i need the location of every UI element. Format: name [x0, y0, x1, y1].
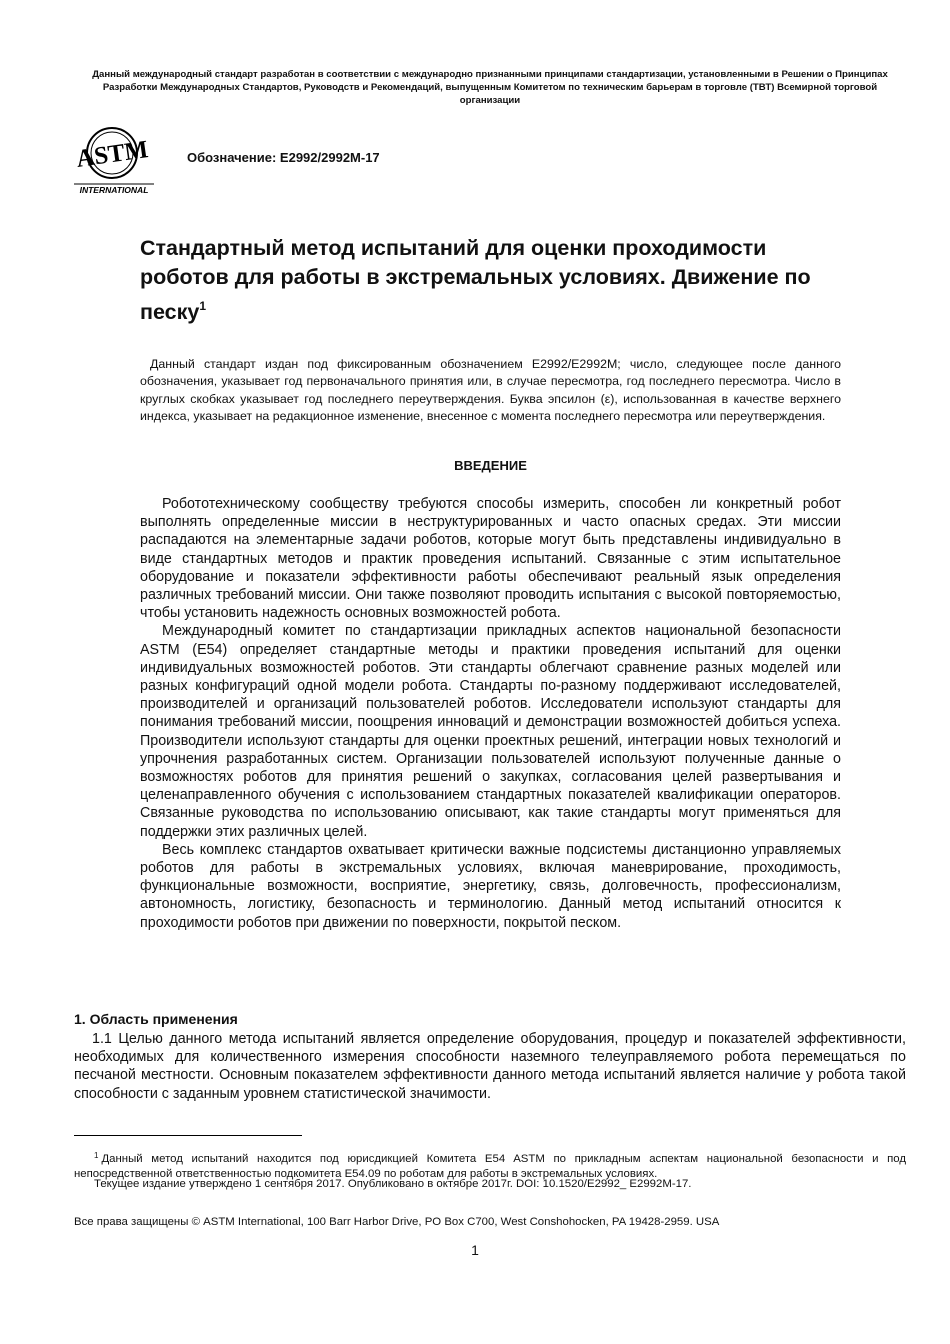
designation: Обозначение: E2992/2992M-17 — [187, 150, 380, 165]
astm-logo — [72, 126, 156, 196]
svg-text:ASTM: ASTM — [74, 136, 150, 173]
title-text: Стандартный метод испытаний для оценки проходимости роботов для работы в экстремальных условиях. Движение по песку — [140, 236, 811, 324]
footnote-marker: 1 — [94, 1151, 99, 1160]
copyright-line: Все права защищены © ASTM International, 100 Barr Harbor Drive, PO Box C700, West Conshohocken, PA 19428-2959. USA — [74, 1216, 720, 1228]
footnote-divider — [74, 1135, 302, 1136]
footnote-text: Данный метод испытаний находится под юрисдикцией Комитета E54 ASTM по прикладным аспектам национальной безопасности и под непосредственной ответственностью подкомитета E54.09 по роботам для работы в экстремальных условиях. — [74, 1153, 906, 1181]
title-footnote-ref: 1 — [199, 299, 207, 313]
introduction-heading: ВВЕДЕНИЕ — [454, 458, 527, 473]
intro-paragraph: Робототехническому сообществу требуются способы измерить, способен ли конкретный робот выполнять определенные миссии в неструктурированных и часто опасных средах. Эти миссии распадаются на элементарные задачи роботов, которые могут быть представлены индивидуально в виде стандартных методов и практик проведения испытаний. Связанные с этим испытательное оборудование и показатели эффективности работы обеспечивают реальный язык определения различных требований миссии. Они также позволяют проводить испытания с высокой повторяемостью, чтобы установить надежность основных возможностей робота. — [140, 496, 841, 622]
document-title — [140, 234, 840, 327]
introduction-body — [140, 495, 841, 932]
wto-notice: Данный международный стандарт разработан в соответствии с международно признанными принципами стандартизации, установленными в Решении о Принципах Разработки Международных Стандартов, Руководств и Рекомендаций, выпущенным Комитетом по техническим барьерам в торговле (ТВТ) Всемирной торговой организации — [92, 69, 888, 106]
page-number: 1 — [471, 1242, 479, 1258]
intro-paragraph: Весь комплекс стандартов охватывает критически важные подсистемы дистанционно управляемых роботов для работы в экстремальных условиях, включая маневрирование, проходимость, функциональные возможности, восприятие, энергетику, связь, долговечность, профессионализм, автономность, логистику, безопасность и терминологию. Данный метод испытаний относится к проходимости роботов при движении по поверхности, покрытой песком. — [140, 841, 841, 931]
approval-note: Текущее издание утверждено 1 сентября 2017. Опубликовано в октябре 2017г. DOI: 10.1520/E2992_ E2992M-17. — [94, 1178, 692, 1190]
issuance-note: Данный стандарт издан под фиксированным обозначением E2992/E2992M; число, следующее после данного обозначения, указывает год первоначального принятия или, в случае пересмотра, год последнего пересмотра. Число в круглых скобках указывает год последнего переутверждения. Буква эпсилон (ε), использованная в качестве верхнего индекса, указывает на редакционное изменение, внесенное с момента последнего пересмотра или переутверждения. — [140, 357, 841, 424]
scope-paragraph: 1.1 Целью данного метода испытаний является определение оборудования, процедур и показателей эффективности, необходимых для количественного измерения способности наземного телеуправляемого робота перемещаться по песчаной местности. Основным показателем эффективности данного метода испытаний является наличие у робота такой способности с заданным уровнем статистической значимости. — [74, 1031, 906, 1102]
logo-subtitle: INTERNATIONAL — [79, 185, 149, 195]
section-heading-scope: 1. Область применения — [74, 1011, 238, 1027]
intro-paragraph: Международный комитет по стандартизации прикладных аспектов национальной безопасности ASTM (E54) определяет стандартные методы и практики проведения испытаний для оценки индивидуальных возможностей роботов. Эти стандарты облегчают сравнение разных моделей или разных конфигураций одной модели робота. Стандарты по-разному поддерживают исследователей, производителей и организаций пользователей роботов. Исследователи используют стандарты для понимания требований миссии, поощрения инноваций и демонстрации возможностей добиться успеха. Производители используют стандарты для оценки проектных решений, интеграции новых технологий и упрочнения разработанных систем. Организации пользователей используют полученные данные о возможностях роботов для принятия решений о закупках, согласования целей развертывания и целенаправленного обучения с использованием стандартных показателей квалификации операторов. Связанные руководства по использованию описывают, как такие стандарты могут применяться для поддержки этих различных целей. — [140, 623, 841, 840]
